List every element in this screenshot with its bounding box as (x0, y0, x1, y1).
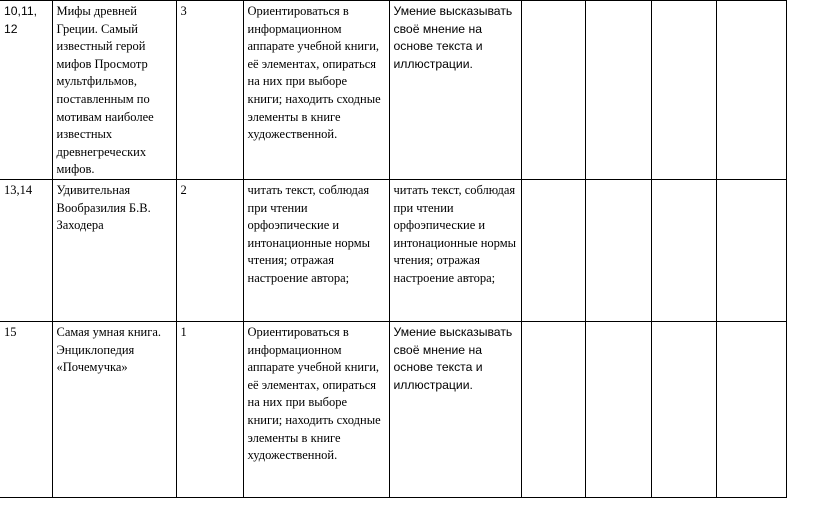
empty-cell (585, 1, 651, 180)
lesson-skills: читать текст, соблюдая при чтении орфоэпические и интонационные нормы чтения; отражая настроение автора; (243, 179, 389, 321)
empty-cell (651, 1, 716, 180)
lesson-skills: Ориентироваться в информационном аппарате учебной книги, её элементах, опираться на них при выборе книги; находить сходные элементы в книге художественной. (243, 321, 389, 497)
empty-cell (716, 321, 786, 497)
empty-cell (716, 1, 786, 180)
lesson-skills: Ориентироваться в информационном аппарате учебной книги, её элементах, опираться на них при выборе книги; находить сходные элементы в книге художественной. (243, 1, 389, 180)
empty-cell (521, 321, 585, 497)
lesson-outcome: Умение высказывать своё мнение на основе текста и иллюстрации. (389, 1, 521, 180)
empty-cell (585, 321, 651, 497)
lesson-hours: 2 (176, 179, 243, 321)
lesson-topic: Удивительная Вообразилия Б.В. Заходера (52, 179, 176, 321)
empty-cell (651, 179, 716, 321)
lesson-number: 15 (0, 321, 52, 497)
table-row (0, 321, 786, 497)
lesson-hours: 1 (176, 321, 243, 497)
empty-cell (716, 179, 786, 321)
empty-cell (521, 1, 585, 180)
table-row (0, 179, 786, 321)
lesson-outcome: читать текст, соблюдая при чтении орфоэпические и интонационные нормы чтения; отражая настроение автора; (389, 179, 521, 321)
empty-cell (585, 179, 651, 321)
lesson-topic: Самая умная книга. Энциклопедия «Почемучка» (52, 321, 176, 497)
empty-cell (651, 321, 716, 497)
lesson-number: 10,11, 12 (0, 1, 52, 180)
lesson-number: 13,14 (0, 179, 52, 321)
table-row (0, 1, 786, 180)
lesson-outcome: Умение высказывать своё мнение на основе текста и иллюстрации. (389, 321, 521, 497)
lesson-topic: Мифы древней Греции. Самый известный герой мифов Просмотр мультфильмов, поставленным по мотивам наиболее известных древнегреческих мифов. (52, 1, 176, 180)
empty-cell (521, 179, 585, 321)
lesson-hours: 3 (176, 1, 243, 180)
